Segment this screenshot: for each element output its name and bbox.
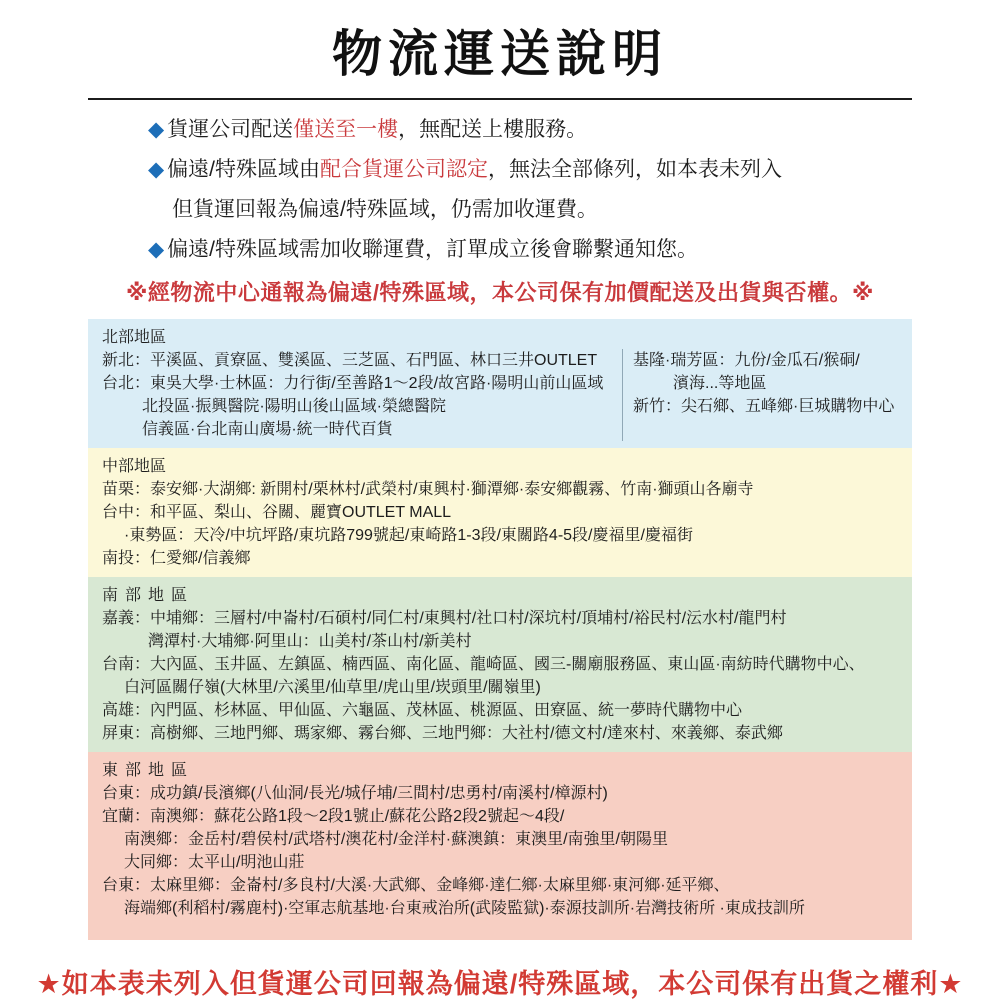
pricing-notice: ※經物流中心通報為偏遠/特殊區域，本公司保有加價配送及出貨與否權。※: [126, 280, 874, 305]
note-item-2-continued: [88, 196, 912, 223]
region-north-header: 北部地區: [102, 329, 167, 346]
region-line: 屏東：高樹鄉、三地門鄉、瑪家鄉、霧台鄉、三地門鄉：大社村/德文村/達來村、來義鄉、泰武鄉: [102, 725, 783, 742]
note-item-2: [88, 156, 912, 183]
region-line: 台中：和平區、梨山、谷關、麗寶OUTLET MALL: [102, 504, 452, 521]
region-north-right-column: [622, 349, 902, 441]
note-text: 貨運公司配送: [167, 118, 294, 141]
region-line: 嘉義：中埔鄉：三層村/中崙村/石碩村/同仁村/東興村/社口村/深坑村/頂埔村/裕民村/沄水村/龍門村: [102, 610, 787, 627]
region-line: 北投區·振興醫院·陽明山後山區域·榮總醫院: [142, 398, 446, 415]
region-line: 大同鄉：太平山/明池山莊: [124, 854, 305, 871]
region-central-section: [88, 448, 912, 577]
region-line: ·東勢區：天冷/中坑坪路/東坑路799號起/東崎路1-3段/東關路4-5段/慶福里/慶福街: [124, 527, 693, 544]
region-line: 台東：太麻里鄉：金崙村/多良村/大溪·大武鄉、金峰鄉·達仁鄉·太麻里鄉·東河鄉·延平鄉、: [102, 877, 730, 894]
region-line: 灣潭村·大埔鄉·阿里山：山美村/茶山村/新美村: [148, 633, 472, 650]
page-title: 物流運送說明: [332, 26, 668, 82]
region-line: 台東：成功鎮/長濱鄉(八仙洞/長光/城仔埔/三間村/忠勇村/南溪村/樟源村): [102, 785, 608, 802]
bottom-warning: ★如本表未列入但貨運公司回報為偏遠/特殊區域，本公司保有出貨之權利★: [36, 969, 964, 999]
notes-list: [88, 116, 912, 263]
note-text: 但貨運回報為偏遠/特殊區域，仍需加收運費。: [172, 198, 598, 221]
region-line: 苗栗：泰安鄉·大湖鄉: 新開村/栗林村/武榮村/東興村·獅潭鄉·泰安鄉觀霧、竹南·獅頭山各廟寺: [102, 481, 754, 498]
region-line: 新竹：尖石鄉、五峰鄉·巨城購物中心: [633, 398, 895, 415]
diamond-bullet-icon: ◆: [148, 158, 165, 181]
region-line: 南投：仁愛鄉/信義鄉: [102, 550, 251, 567]
note-text: 偏遠/特殊區域由: [167, 158, 320, 181]
region-central-header: 中部地區: [102, 458, 167, 475]
note-item-3: [88, 236, 912, 263]
note-text: ，無配送上樓服務。: [398, 118, 588, 141]
note-text-highlight: 僅送至一樓: [293, 118, 399, 141]
note-text: ，無法全部條列，如本表未列入: [488, 158, 782, 181]
region-line: 高雄：內門區、杉林區、甲仙區、六龜區、茂林區、桃源區、田寮區、統一夢時代購物中心: [102, 702, 743, 719]
note-text-highlight: 配合貨運公司認定: [320, 158, 488, 181]
region-south-header: 南部地區: [102, 587, 195, 604]
region-line: 台北：東吳大學·士林區：力行街/至善路1～2段/故宮路·陽明山前山區域: [102, 375, 604, 392]
region-line: 白河區關仔嶺(大林里/六溪里/仙草里/虎山里/崁頭里/關嶺里): [124, 679, 541, 696]
region-east-section: [88, 752, 912, 940]
region-north-section: [88, 319, 912, 448]
diamond-bullet-icon: ◆: [148, 118, 165, 141]
title-divider: [88, 98, 912, 100]
region-line: 基隆·瑞芳區：九份/金瓜石/猴硐/: [633, 352, 860, 369]
region-line: 台南：大內區、玉井區、左鎮區、楠西區、南化區、龍崎區、國三-關廟服務區、東山區·南紡時代購物中心、: [102, 656, 865, 673]
region-line: 信義區·台北南山廣場·統一時代百貨: [142, 421, 393, 438]
region-line: 新北：平溪區、貢寮區、雙溪區、三芝區、石門區、林口三井OUTLET: [102, 352, 598, 369]
region-north-columns: [102, 349, 902, 441]
note-item-1: [88, 116, 912, 143]
region-line: 宜蘭：南澳鄉：蘇花公路1段～2段1號止/蘇花公路2段2號起～4段/: [102, 808, 565, 825]
region-line: 南澳鄉：金岳村/碧侯村/武塔村/澳花村/金洋村·蘇澳鎮：東澳里/南強里/朝陽里: [124, 831, 669, 848]
region-line: 濱海...等地區: [673, 375, 767, 392]
diamond-bullet-icon: ◆: [148, 238, 165, 261]
region-north-left-column: [102, 349, 622, 441]
region-line: 海端鄉(利稻村/霧鹿村)·空軍志航基地·台東戒治所(武陵監獄)·泰源技訓所·岩灣技術所 ·東成技訓所: [124, 900, 805, 917]
note-text: 偏遠/特殊區域需加收聯運費，訂單成立後會聯繫通知您。: [167, 238, 698, 261]
region-east-header: 東部地區: [102, 762, 195, 779]
region-south-section: [88, 577, 912, 752]
